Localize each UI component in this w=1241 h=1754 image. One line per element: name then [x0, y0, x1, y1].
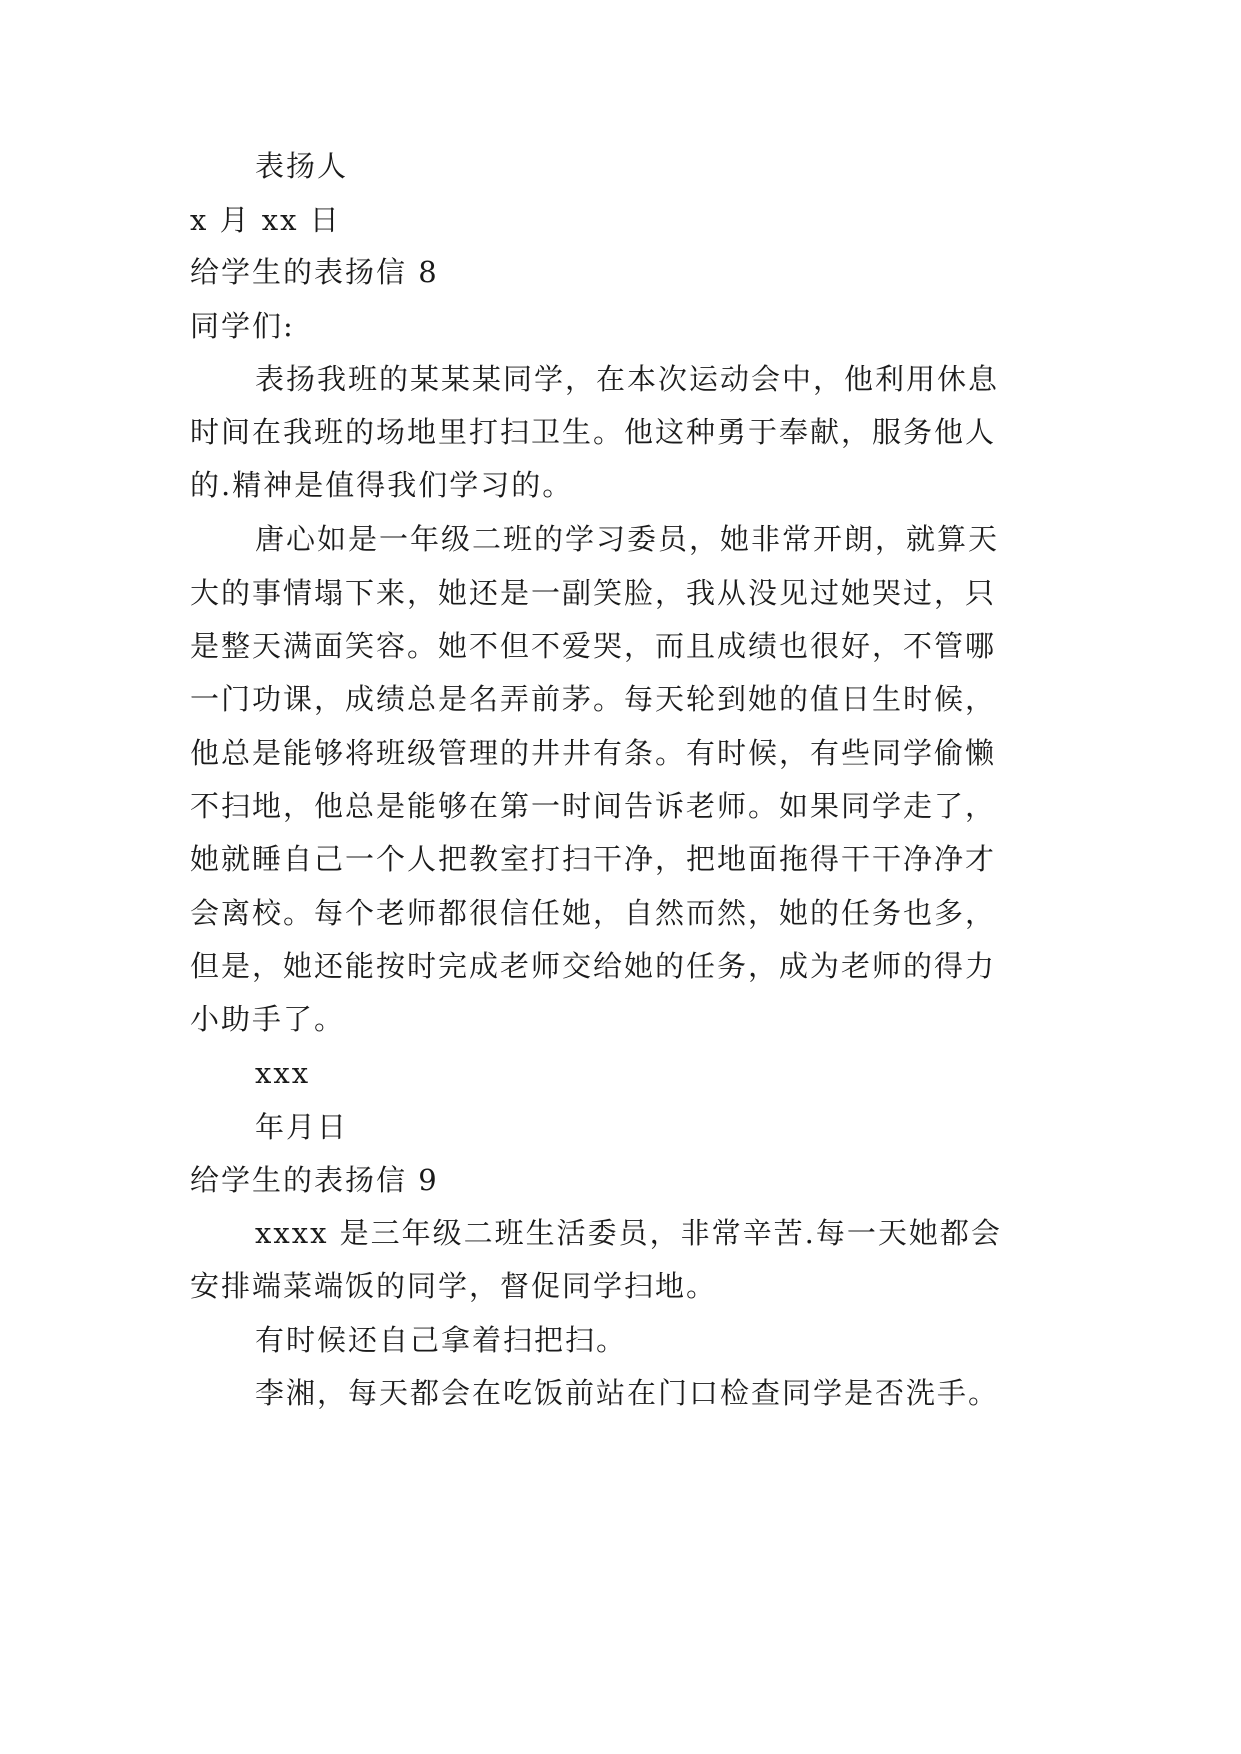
paragraph-line: 她就睡自己一个人把教室打扫干净，把地面拖得干干净净才: [190, 842, 997, 876]
paragraph-line: 是整天满面笑容。她不但不爱哭，而且成绩也很好，不管哪: [190, 629, 997, 663]
paragraph-line: 小助手了。: [190, 1002, 346, 1036]
paragraph-line: 会离校。每个老师都很信任她，自然而然，她的任务也多，: [190, 896, 997, 930]
letter-title-9: 给学生的表扬信 9: [190, 1163, 439, 1197]
paragraph-line: 的.精神是值得我们学习的。: [190, 468, 574, 502]
paragraph-line: 表扬我班的某某某同学，在本次运动会中，他利用休息: [255, 362, 1000, 396]
paragraph-line: 大的事情塌下来，她还是一副笑脸，我从没见过她哭过，只: [190, 576, 997, 610]
closing-date: x 月 xx 日: [190, 203, 341, 237]
paragraph-line: 他总是能够将班级管理的井井有条。有时候，有些同学偷懒: [190, 736, 997, 770]
salutation: 同学们:: [190, 309, 295, 343]
paragraph-line: 时间在我班的场地里打扫卫生。他这种勇于奉献，服务他人: [190, 415, 997, 449]
letter-date-8: 年月日: [255, 1110, 349, 1144]
closing-signer: 表扬人: [255, 149, 349, 183]
letter-title-8: 给学生的表扬信 8: [190, 255, 439, 289]
paragraph-line: 一门功课，成绩总是名弄前茅。每天轮到她的值日生时候，: [190, 682, 997, 716]
paragraph-line: 不扫地，他总是能够在第一时间告诉老师。如果同学走了，: [190, 789, 997, 823]
paragraph-line: xxxx 是三年级二班生活委员，非常辛苦.每一天她都会: [255, 1216, 1002, 1250]
paragraph-line: 但是，她还能按时完成老师交给她的任务，成为老师的得力: [190, 949, 997, 983]
paragraph-line: 有时候还自己拿着扫把扫。: [255, 1323, 628, 1357]
paragraph-line: 李湘，每天都会在吃饭前站在门口检查同学是否洗手。: [255, 1376, 1000, 1410]
letter-signer-8: xxx: [255, 1056, 311, 1090]
paragraph-line: 安排端菜端饭的同学，督促同学扫地。: [190, 1269, 718, 1303]
paragraph-line: 唐心如是一年级二班的学习委员，她非常开朗，就算天: [255, 522, 1000, 556]
